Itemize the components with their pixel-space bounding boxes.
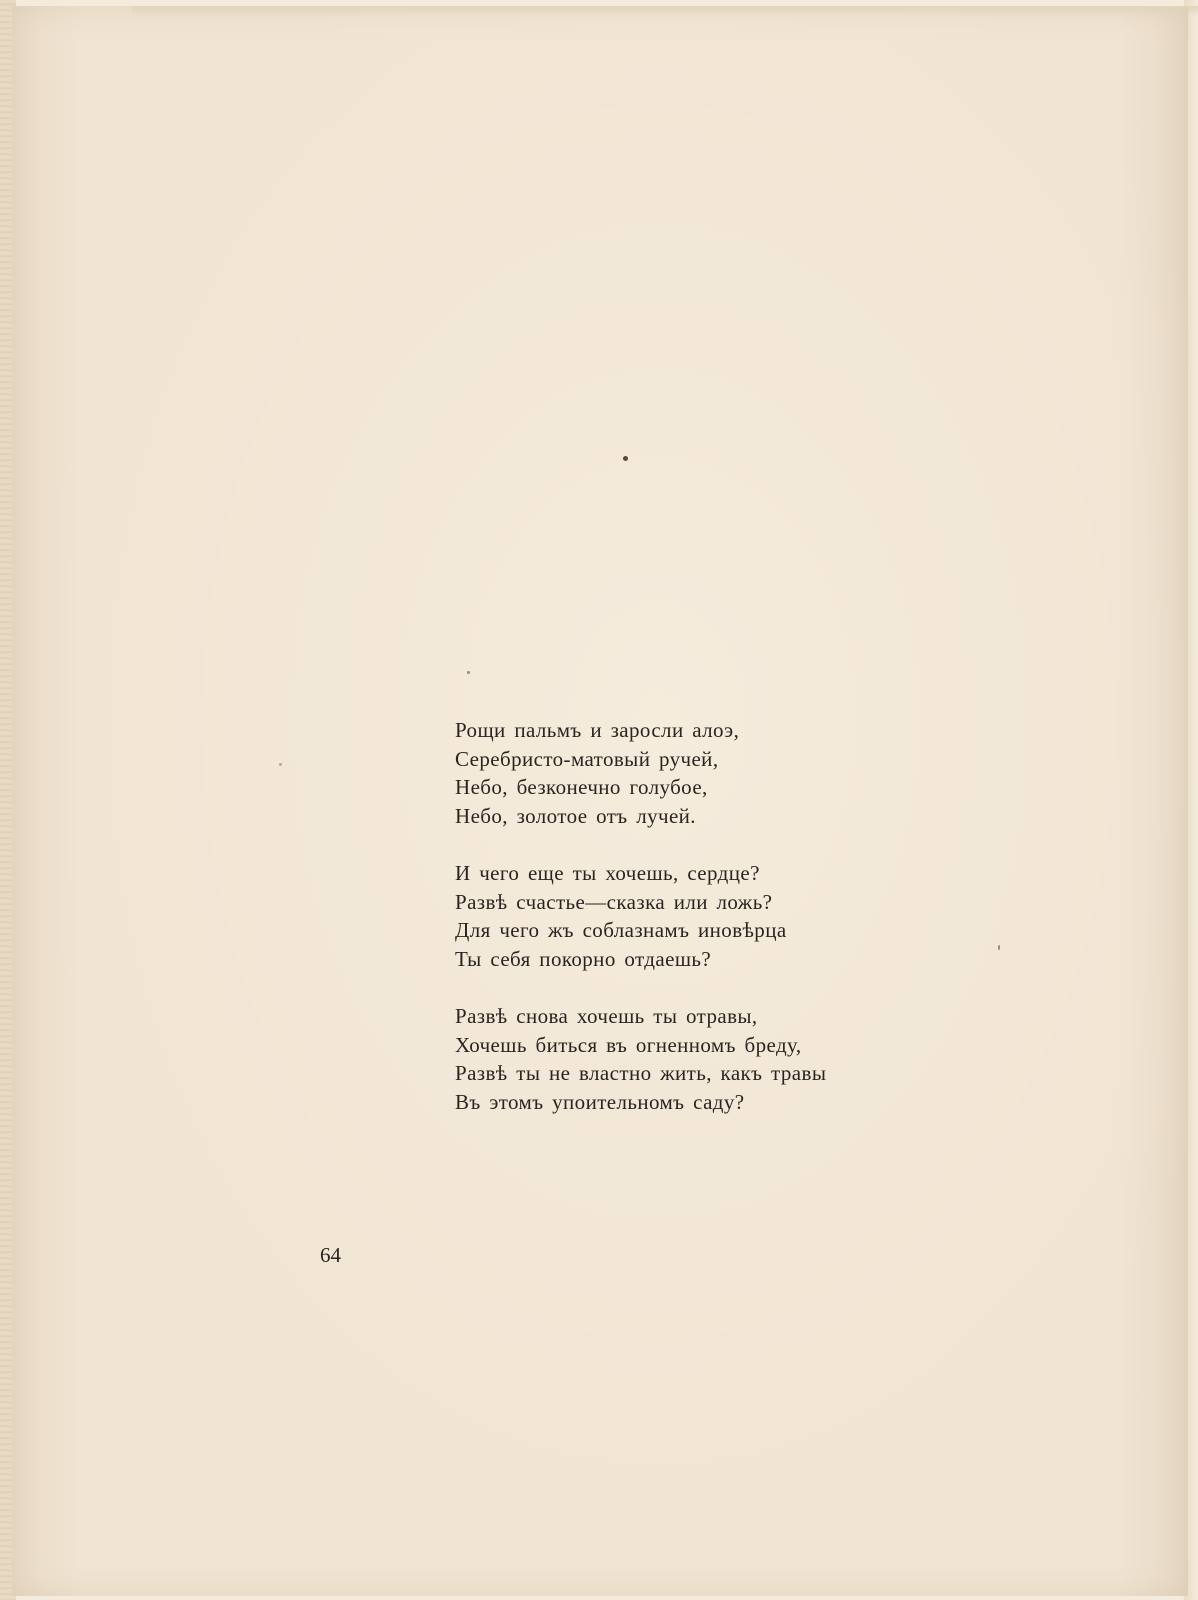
ink-speck [467,671,470,674]
ink-speck [623,456,628,461]
page-number: 64 [320,1243,341,1267]
poem-line: Въ этомъ упоительномъ саду? [455,1089,745,1114]
ink-speck [279,763,282,766]
poem-line: Хочешь биться въ огненномъ бреду, [455,1032,802,1057]
stanza-1 [455,716,915,830]
poem-line: Развѣ снова хочешь ты отравы, [455,1004,758,1028]
poem-line: Серебристо-матовый ручей, [455,746,719,771]
poem-line: И чего еще ты хочешь, сердце? [455,861,760,885]
poem-line: Рощи пальмъ и заросли алоэ, [455,718,740,742]
page-top-edge [132,6,1198,16]
ink-speck [998,945,1000,950]
stanza-2 [455,859,915,973]
stanza-3 [455,1002,915,1116]
poem [455,716,915,1145]
poem-line: Развѣ счастье—сказка или ложь? [455,889,773,914]
poem-line: Развѣ ты не властно жить, какъ травы [455,1061,827,1085]
poem-line: Ты себя покорно отдаешь? [455,946,712,971]
poem-line: Для чего жъ соблазнамъ иновѣрца [455,918,787,942]
poem-line: Небо, безконечно голубое, [455,775,708,799]
poem-line: Небо, золотое отъ лучей. [455,803,696,828]
